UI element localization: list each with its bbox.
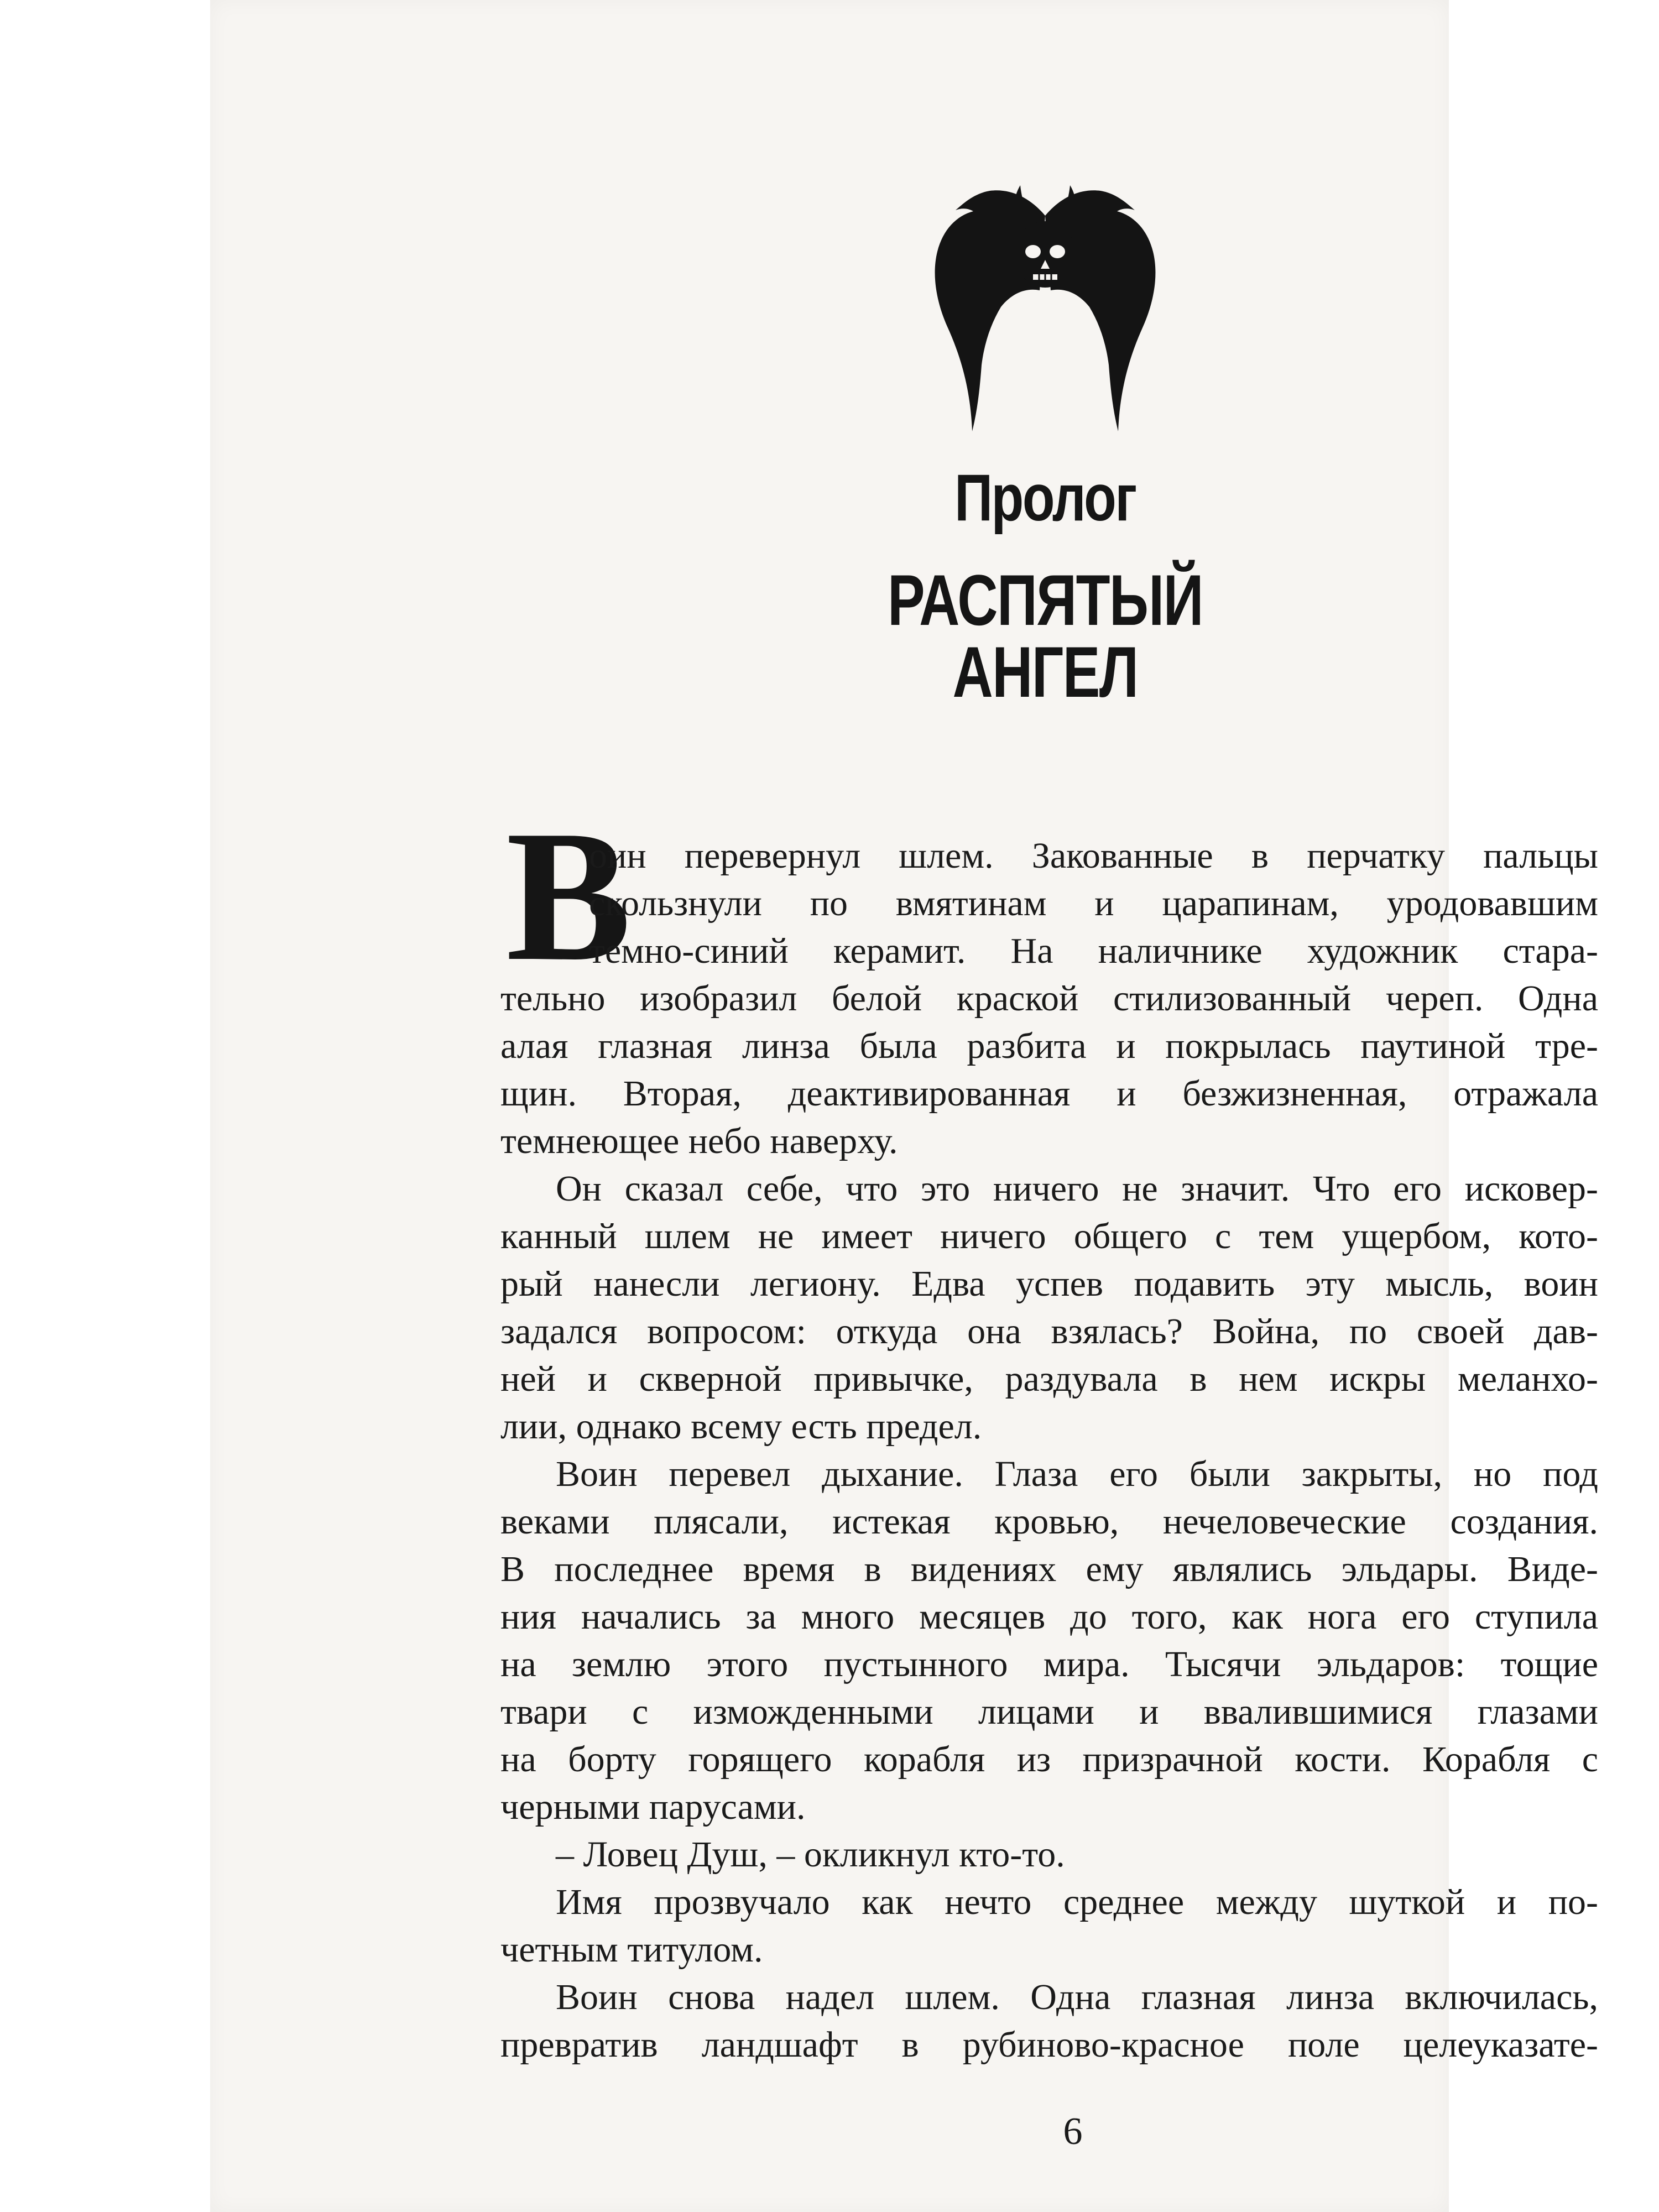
- text-line: скользнули по вмятинам и царапинам, уродовавшим: [589, 883, 1598, 924]
- text-line: оин перевернул шлем. Закованные в перчатку пальцы: [589, 836, 1598, 876]
- text-line: Воин снова надел шлем. Одна глазная линза включилась,: [556, 1977, 1598, 2017]
- text-line: темнеющее небо наверху.: [500, 1121, 898, 1161]
- text-line: щин. Вторая, деактивированная и безжизненная, отражала: [500, 1073, 1598, 1114]
- text-line: задался вопросом: откуда она взялась? Война, по своей дав-: [500, 1311, 1598, 1352]
- text-line: веками плясали, истекая кровью, нечеловеческие создания.: [500, 1501, 1598, 1542]
- text-line: рый нанесли легиону. Едва успев подавить эту мысль, воин: [500, 1264, 1598, 1304]
- text-line: Имя прозвучало как нечто среднее между шуткой и по-: [556, 1882, 1598, 1922]
- skull-eye-left: [1025, 245, 1041, 258]
- text-line: четным титулом.: [500, 1929, 763, 1970]
- text-line: темно-синий керамит. На наличнике художник стара-: [589, 931, 1598, 971]
- page-number: 6: [1063, 2110, 1083, 2153]
- text-line: черными парусами.: [500, 1787, 806, 1827]
- book-page: [210, 0, 1598, 2212]
- text-line: лии, однако всему есть предел.: [500, 1406, 982, 1447]
- chapter-title: РАСПЯТЫЙ АНГЕЛ: [887, 560, 1203, 712]
- text-line: Воин перевел дыхание. Глаза его были закрыты, но под: [556, 1454, 1598, 1494]
- text-line: превратив ландшафт в рубиново-красное поле целеуказате-: [500, 2025, 1598, 2065]
- drop-cap-letter: В: [506, 791, 632, 1000]
- text-line: твари с изможденными лицами и ввалившимися глазами: [500, 1692, 1598, 1732]
- text-line: алая глазная линза была разбита и покрылась паутиной тре-: [500, 1026, 1598, 1066]
- text-line: Он сказал себе, что это ничего не значит. Что его исковер-: [556, 1168, 1598, 1209]
- body-text: [500, 832, 1598, 2069]
- winged-skull-emblem-icon: [929, 177, 1161, 437]
- text-line: на борту горящего корабля из призрачной кости. Корабля с: [500, 1739, 1598, 1780]
- text-line: ния начались за много месяцев до того, как нога его ступила: [500, 1597, 1598, 1637]
- text-line: ней и скверной привычке, раздувала в нем искры меланхо-: [500, 1359, 1598, 1399]
- text-line: В последнее время в видениях ему являлись эльдары. Виде-: [500, 1549, 1598, 1589]
- skull-eye-right: [1050, 245, 1065, 258]
- text-line: тельно изобразил белой краской стилизованный череп. Одна: [500, 978, 1598, 1019]
- chapter-label: Пролог: [954, 461, 1136, 535]
- text-line: канный шлем не имеет ничего общего с тем ущербом, кото-: [500, 1216, 1598, 1256]
- text-line: на землю этого пустынного мира. Тысячи эльдаров: тощие: [500, 1644, 1598, 1684]
- text-line: – Ловец Душ, – окликнул кто-то.: [556, 1834, 1065, 1875]
